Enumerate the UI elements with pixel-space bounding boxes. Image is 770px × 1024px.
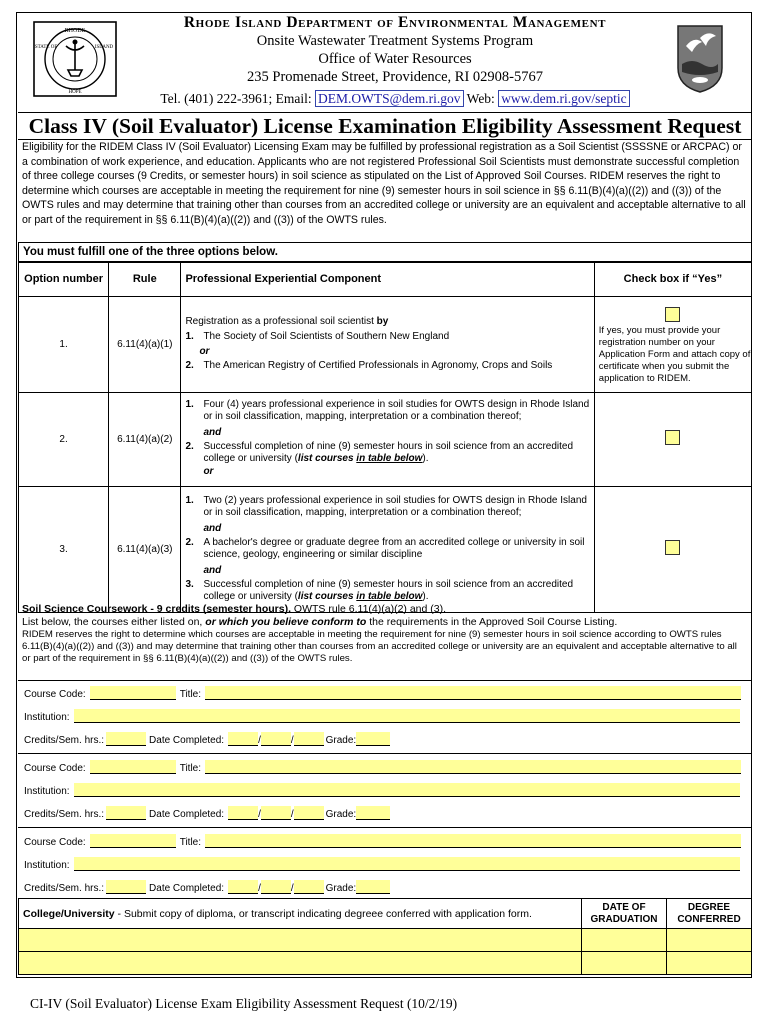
ri-state-seal-icon — [32, 20, 118, 98]
option-2-checkbox[interactable] — [665, 430, 680, 445]
coursework-section — [18, 603, 752, 699]
date-completed-label: Date Completed: — [149, 883, 225, 894]
course-2-title-input[interactable] — [205, 760, 741, 774]
option-3-number: 3. — [19, 486, 109, 612]
option-2-and: and — [203, 426, 222, 438]
date-completed-label: Date Completed: — [149, 735, 225, 746]
course-2-code-row — [24, 760, 741, 774]
credits-label: Credits/Sem. hrs.: — [24, 883, 105, 894]
text-part: ). — [422, 591, 429, 602]
coursework-heading-bold: Soil Science Coursework - 9 credits (semester hours). — [22, 603, 292, 615]
web-label: Web: — [466, 91, 495, 106]
date-slash: / — [258, 735, 261, 746]
col-component: Professional Experiential Component — [181, 262, 594, 296]
instr-emph: or which you believe conform to — [202, 615, 367, 628]
date-slash: / — [258, 883, 261, 894]
program-name: Onsite Wastewater Treatment Systems Program — [256, 33, 534, 49]
option-1-note: If yes, you must provide your registration number on your Application Form and attach copy of certificate when you submit the application to RIDEM. — [598, 325, 751, 384]
coursework-instructions — [22, 616, 748, 629]
course-1-day-input[interactable] — [261, 732, 291, 746]
option-3-checkbox[interactable] — [665, 540, 680, 555]
college-instructions — [19, 899, 582, 929]
text-part-underline: in table below — [356, 591, 423, 602]
date-slash: / — [290, 883, 294, 894]
date-completed-label: Date Completed: — [149, 809, 225, 820]
option-1-lead — [185, 316, 589, 327]
grade-label: Grade: — [325, 809, 357, 820]
course-3-institution-row — [24, 857, 740, 871]
option-3-rule: 6.11(4)(a)(3) — [109, 486, 181, 612]
options-table — [18, 242, 752, 613]
option-3-item-2 — [185, 537, 589, 562]
course-3-grade-input[interactable] — [356, 880, 390, 894]
option-2-component — [181, 392, 594, 486]
seal-left-text: STATE OF — [34, 45, 58, 50]
option-1-or: or — [199, 346, 210, 357]
contact-line — [120, 91, 670, 107]
college-2-input[interactable] — [19, 952, 582, 975]
college-row-2 — [19, 952, 752, 975]
graduation-date-2-input[interactable] — [582, 952, 667, 975]
item-number: 2. — [185, 536, 194, 548]
course-3-day-input[interactable] — [261, 880, 291, 894]
text-part: Successful completion of nine (9) semester hours in soil science from an accredited college or university ( — [203, 578, 574, 602]
option-2-rule: 6.11(4)(a)(2) — [109, 392, 181, 486]
option-3-check-cell — [594, 486, 751, 612]
option-2-check-cell — [594, 392, 751, 486]
option-1-item-1 — [185, 331, 589, 344]
item-number: 1. — [185, 330, 194, 342]
option-1-number: 1. — [19, 296, 109, 392]
form-footer: CI-IV (Soil Evaluator) License Exam Eligibility Assessment Request (10/2/19) — [30, 996, 458, 1011]
college-table — [18, 898, 752, 975]
coursework-ridem-note: RIDEM reserves the right to determine which courses are acceptable in meeting the requirement for nine (9) semester hours in soil science according to OWTS rules 6.11(B)(4)(a)((2)) and ((3)) and may determine that training other than courses from an accredited college or university are an equivalent and acceptable alternative to all or part of the requirement in §§ 6.11(B)(4)(a)((2)) and ((3)) of the OWTS rules. — [22, 628, 737, 664]
date-slash: / — [290, 735, 294, 746]
course-3-code-input[interactable] — [90, 834, 176, 848]
seal-right-text: ISLAND — [94, 45, 114, 50]
college-row-1 — [19, 929, 752, 952]
course-1-year-input[interactable] — [294, 732, 324, 746]
eligibility-intro: Eligibility for the RIDEM Class IV (Soil Evaluator) Licensing Exam may be fulfilled by professional registration as a Soil Scientist (SSSSNE or ARCPAC) or a combination of work experience, and education. Applicants who are not registered Professional Soil Scientists must demonstrate successful completion of three college courses (9 Credits, or semester hours) in soil science as stipulated on the List of Approved Soil Courses. RIDEM reserves the right to determine which courses are acceptable in meeting the requirement for nine (9) semester hours in soil science in §§ 6.11(B)(4)(a)((2)) and ((3)) of the OWTS rules and may determine that training other than courses from an accredited college or university are an equivalent and acceptable alternative to all or part of the requirement in §§ 6.11(B)(4)(a)((2)) and ((3)) of the OWTS rules. — [22, 141, 746, 226]
agency-name: Rhode Island Department of Environmental Management — [183, 14, 607, 31]
option-1-lead-text: Registration as a professional soil scientist — [185, 315, 374, 327]
course-3-credits-row — [24, 880, 390, 894]
option-3-and-1: and — [203, 522, 222, 534]
course-2-code-input[interactable] — [90, 760, 176, 774]
course-2-institution-input[interactable] — [74, 783, 740, 797]
item-text: Four (4) years professional experience in soil studies for OWTS design in Rhode Island or in soil classification, mapping, interpretation or a combination thereof; — [203, 398, 590, 422]
option-3-row — [19, 486, 752, 612]
option-3-item-3 — [185, 579, 589, 604]
col-date-of-graduation: DATE OF GRADUATION — [582, 899, 667, 929]
institution-label: Institution: — [24, 860, 70, 871]
item-number: 1. — [185, 494, 194, 506]
option-2-item-2 — [185, 441, 589, 466]
course-2-month-input[interactable] — [228, 806, 258, 820]
course-2-credits-input[interactable] — [106, 806, 146, 820]
course-separator — [18, 680, 752, 681]
text-part: Successful completion of nine (9) semester hours in soil science from an accredited college or university ( — [203, 440, 574, 464]
course-1-month-input[interactable] — [228, 732, 258, 746]
option-2-row — [19, 392, 752, 486]
course-code-label: Course Code: — [24, 763, 86, 774]
telephone-text: Tel. (401) 222-3961; Email: — [160, 91, 312, 106]
text-part-underline: in table below — [356, 453, 423, 464]
option-1-check-cell — [594, 296, 751, 392]
course-1-institution-input[interactable] — [74, 709, 740, 723]
grade-label: Grade: — [325, 883, 357, 894]
course-1-code-row — [24, 686, 741, 700]
option-3-item-1 — [185, 495, 589, 520]
college-label: College/University — [23, 907, 115, 920]
degree-1-input[interactable] — [667, 929, 752, 952]
options-banner: You must fulfill one of the three options below. — [19, 243, 752, 263]
item-text: The American Registry of Certified Professionals in Agronomy, Crops and Soils — [203, 360, 553, 371]
item-number: 2. — [185, 440, 194, 452]
course-1-grade-input[interactable] — [356, 732, 390, 746]
option-3-component — [181, 486, 594, 612]
coursework-heading — [22, 603, 748, 616]
course-2-credits-row — [24, 806, 390, 820]
credits-label: Credits/Sem. hrs.: — [24, 735, 105, 746]
course-1-title-input[interactable] — [205, 686, 741, 700]
date-slash: / — [290, 809, 294, 820]
office-name: Office of Water Resources — [318, 51, 472, 67]
option-1-item-2 — [185, 360, 589, 373]
college-header-row — [19, 899, 752, 929]
course-3-month-input[interactable] — [228, 880, 258, 894]
item-number: 2. — [185, 360, 194, 371]
coursework-heading-rest: OWTS rule 6.11(4)(a)(2) and (3). — [291, 603, 447, 615]
course-2-year-input[interactable] — [294, 806, 324, 820]
option-2-item-1 — [185, 399, 589, 424]
grade-label: Grade: — [325, 735, 357, 746]
seal-bottom-text: HOPE — [68, 90, 82, 95]
instr-part: List below, the courses either listed on, — [22, 615, 203, 628]
option-3-and-2: and — [203, 564, 222, 576]
option-1-checkbox[interactable] — [665, 307, 680, 322]
item-text: The Society of Soil Scientists of Southern New England — [203, 330, 450, 342]
graduation-date-1-input[interactable] — [582, 929, 667, 952]
degree-2-input[interactable] — [667, 952, 752, 975]
item-text — [203, 579, 589, 604]
course-1-institution-row — [24, 709, 740, 723]
course-2-day-input[interactable] — [261, 806, 291, 820]
college-1-input[interactable] — [19, 929, 582, 952]
institution-label: Institution: — [24, 786, 70, 797]
course-2-institution-row — [24, 783, 740, 797]
seal-top-text: RHODE — [64, 28, 86, 34]
institution-label: Institution: — [24, 712, 70, 723]
text-part: ). — [422, 453, 429, 464]
option-2-or: or — [203, 465, 214, 477]
col-degree-conferred: DEGREE CONFERRED — [667, 899, 752, 929]
date-slash: / — [258, 809, 261, 820]
text-part-emph: list courses — [297, 453, 354, 464]
course-separator — [18, 827, 752, 828]
course-code-label: Course Code: — [24, 689, 86, 700]
course-3-credits-input[interactable] — [106, 880, 146, 894]
item-number: 3. — [185, 578, 194, 590]
course-1-code-input[interactable] — [90, 686, 176, 700]
instr-part: the requirements in the Approved Soil Course Listing. — [366, 615, 618, 628]
dem-logo-icon — [676, 24, 724, 94]
title-label: Title: — [179, 689, 202, 700]
text-part-emph: list courses — [297, 591, 354, 602]
col-rule: Rule — [109, 262, 181, 296]
website-link[interactable]: www.dem.ri.gov/septic — [498, 90, 629, 107]
item-text — [203, 441, 589, 466]
agency-address: 235 Promenade Street, Providence, RI 02908-5767 — [247, 69, 543, 85]
course-3-code-row — [24, 834, 741, 848]
title-label: Title: — [179, 837, 202, 848]
credits-label: Credits/Sem. hrs.: — [24, 809, 105, 820]
course-3-year-input[interactable] — [294, 880, 324, 894]
course-3-institution-input[interactable] — [74, 857, 740, 871]
form-title: Class IV (Soil Evaluator) License Examination Eligibility Assessment Request — [18, 112, 752, 140]
col-option-number: Option number — [19, 262, 109, 296]
title-label: Title: — [179, 763, 202, 774]
college-text: - Submit copy of diploma, or transcript indicating degreee conferred with application form. — [114, 907, 532, 920]
item-number: 1. — [185, 398, 194, 410]
agency-header — [120, 14, 670, 86]
col-check: Check box if “Yes” — [594, 262, 751, 296]
course-1-credits-input[interactable] — [106, 732, 146, 746]
option-1-component — [181, 296, 594, 392]
item-text: A bachelor's degree or graduate degree from an accredited college or university in soil science, geology, engineering or similar discipline — [203, 536, 585, 560]
option-1-row — [19, 296, 752, 392]
option-1-rule: 6.11(4)(a)(1) — [109, 296, 181, 392]
email-link[interactable]: DEM.OWTS@dem.ri.gov — [315, 90, 464, 107]
option-2-number: 2. — [19, 392, 109, 486]
course-3-title-input[interactable] — [205, 834, 741, 848]
course-2-grade-input[interactable] — [356, 806, 390, 820]
course-separator — [18, 753, 752, 754]
course-1-credits-row — [24, 732, 390, 746]
course-code-label: Course Code: — [24, 837, 86, 848]
item-text: Two (2) years professional experience in soil studies for OWTS design in Rhode Island or in soil classification, mapping, interpretation or a combination thereof; — [203, 494, 587, 518]
options-header-row — [19, 262, 752, 296]
option-1-lead-by: by — [376, 315, 389, 327]
